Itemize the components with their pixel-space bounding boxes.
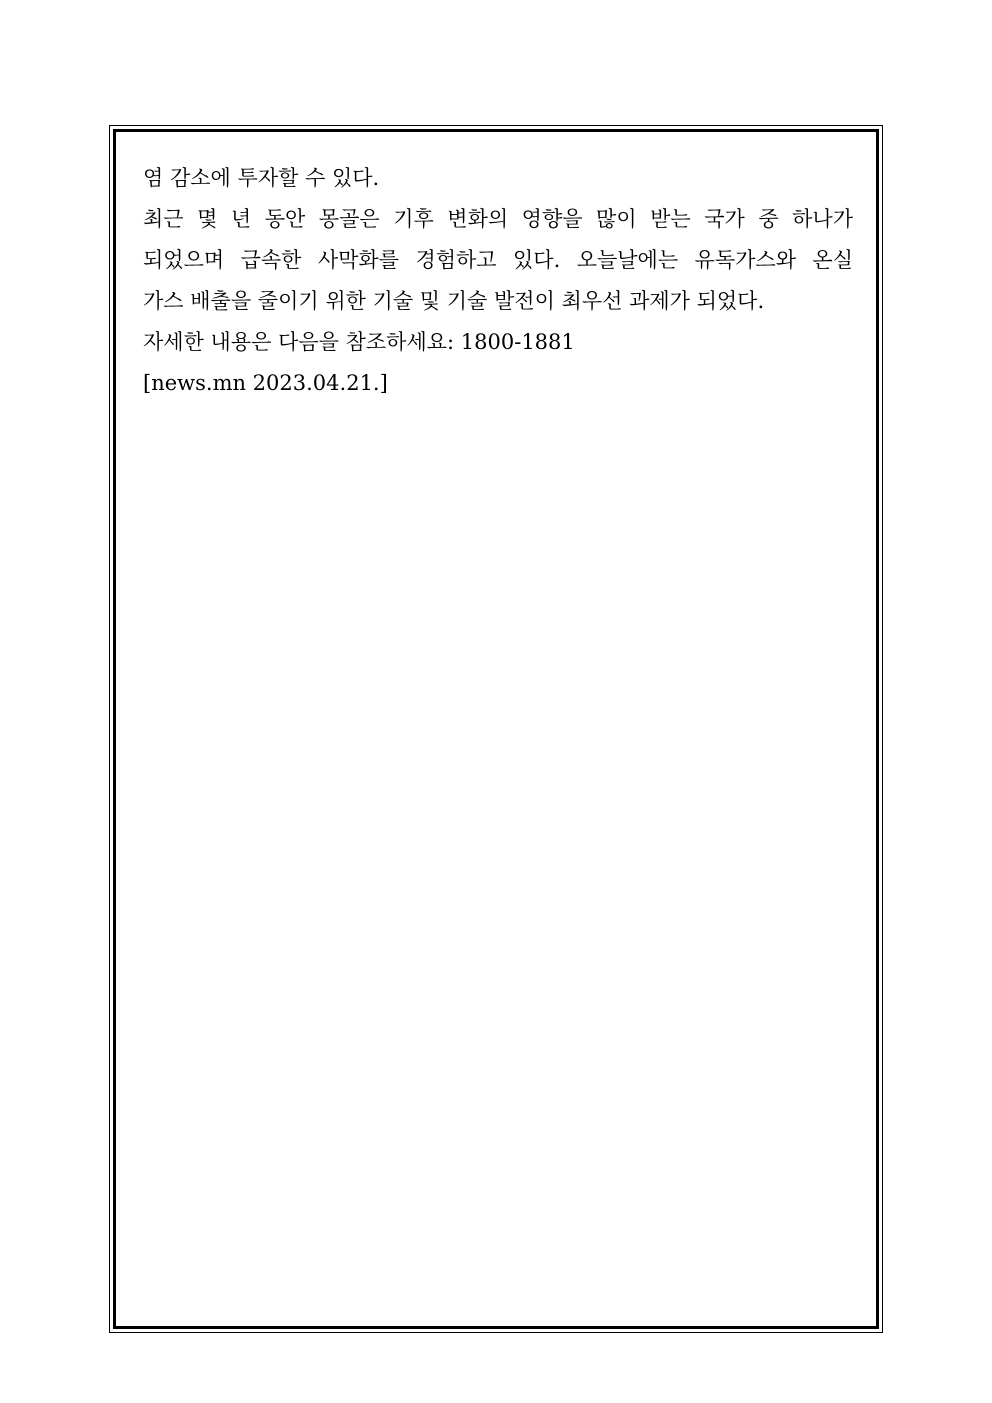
document-body <box>143 158 853 404</box>
text-line: 최근 몇 년 동안 몽골은 기후 변화의 영향을 많이 받는 국가 중 하나가 <box>143 207 853 231</box>
text-line: 자세한 내용은 다음을 참조하세요: 1800-1881 <box>143 330 575 354</box>
source-citation: [news.mn 2023.04.21.] <box>143 371 388 395</box>
text-line: 염 감소에 투자할 수 있다. <box>143 166 380 190</box>
text-line: 가스 배출을 줄이기 위한 기술 및 기술 발전이 최우선 과제가 되었다. <box>143 289 765 313</box>
text-line: 되었으며 급속한 사막화를 경험하고 있다. 오늘날에는 유독가스와 온실 <box>143 248 853 272</box>
